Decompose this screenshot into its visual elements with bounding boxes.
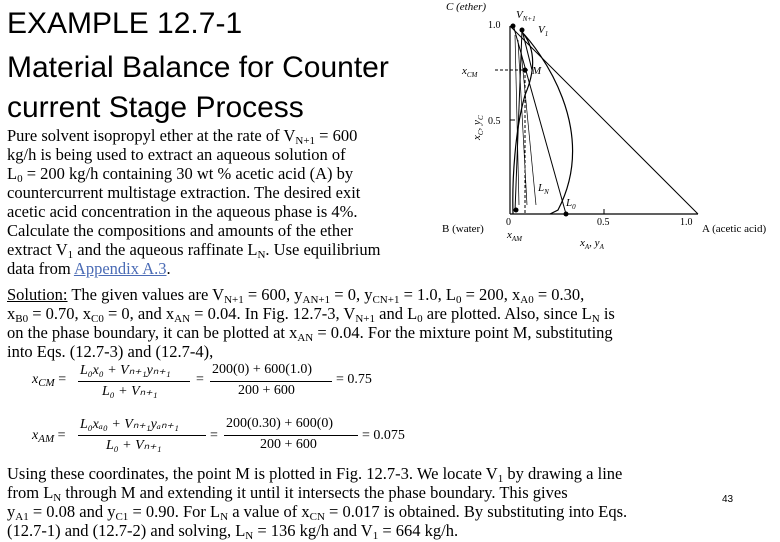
problem-line-1: Pure solvent isopropyl ether at the rate of $V_{N+1} = 600$ bbox=[7, 126, 358, 147]
problem-line-7: extract $V_1$ and the aqueous raffinate $L_N$. Use equilibrium bbox=[7, 240, 381, 261]
problem-line-8: data from Appendix A.3. bbox=[7, 259, 171, 278]
conclusion-line-2: from $L_N$ through M and extending it until it intersects the phase boundary. This gives bbox=[7, 483, 568, 504]
xcm-eq-num-values: 200(0) + 600(1.0) bbox=[212, 362, 313, 377]
xcm-eq-result: = 0.75 bbox=[336, 372, 372, 387]
l0-label: $L_0$ bbox=[566, 197, 576, 211]
xcm-eq-bar-2 bbox=[210, 381, 332, 382]
ln-point bbox=[514, 208, 519, 213]
problem-line-3: $L_0 = 200$ kg/h containing 30 wt % acetic acid (A) by bbox=[7, 164, 354, 185]
solution-line-4: into Eqs. (12.7-3) and (12.7-4), bbox=[7, 342, 214, 361]
appendix-link[interactable]: Appendix A.3 bbox=[73, 259, 167, 278]
xam-eq-lhs: $x_{AM}$ = bbox=[32, 428, 66, 445]
solution-label: Solution: bbox=[7, 285, 68, 304]
conclusion-line-3: $y_{A1} = 0.08$ and $y_{C1} = 0.90$. For $L_N$ a value of $x_{CN} = 0.017$ is obtained. By substituting into Eqs. bbox=[7, 502, 628, 523]
xam-eq-den: L₀ + Vₙ₊₁ bbox=[106, 438, 162, 453]
water-corner-label: B (water) bbox=[442, 223, 484, 235]
solution-line-2: $x_{B0} = 0.70$, $x_{C0} = 0$, and $x_{AN} = 0.04$. In Fig. 12.7-3, $V_{N+1}$ and $L_0$ are plotted. Also, since $L_N$ is bbox=[7, 304, 615, 325]
xcm-eq-bar-1 bbox=[78, 381, 190, 382]
x-axis-label: $x_A$, $y_A$ bbox=[580, 237, 604, 250]
xam-label: $x_{AM}$ bbox=[507, 229, 522, 243]
conclusion-line-4: (12.7-1) and (12.7-2) and solving, $L_N = 136$ kg/h and $V_1 = 664$ kg/h. bbox=[7, 521, 459, 542]
solution-text bbox=[7, 285, 775, 361]
solution-line-1: Solution: The given values are $V_{N+1} = 600$, $y_{AN+1} = 0$, $y_{CN+1} = 1.0$, $L_0 = 200$, $x_{A0} = 0.30$, bbox=[7, 285, 585, 306]
xam-eq-den-values: 200 + 600 bbox=[260, 437, 317, 452]
problem-line-2: kg/h is being used to extract an aqueous solution of bbox=[7, 145, 346, 164]
vn1-label: $V_{N+1}$ bbox=[516, 9, 536, 23]
xam-eq-bar-2 bbox=[224, 435, 358, 436]
solution-line-3: on the phase boundary, it can be plotted at $x_{AN} = 0.04$. For the mixture point M, substituting bbox=[7, 323, 613, 344]
xcm-eq-den-values: 200 + 600 bbox=[238, 383, 295, 398]
xcm-eq-num: L₀x₀ + Vₙ₊₁yₙ₊₁ bbox=[80, 363, 171, 378]
xcm-eq-lhs: $x_{CM}$ = bbox=[32, 372, 67, 389]
problem-line-4: countercurrent multistage extraction. The desired exit bbox=[7, 183, 361, 202]
xam-eq-equals: = bbox=[210, 428, 218, 443]
xcm-eq-equals: = bbox=[196, 372, 204, 387]
title-line-2: Material Balance for Counter bbox=[7, 51, 389, 84]
xam-eq-result: = 0.075 bbox=[362, 428, 405, 443]
tick-x-0: 0 bbox=[506, 217, 511, 228]
v1-label: $V_1$ bbox=[538, 24, 549, 38]
problem-text bbox=[7, 126, 477, 278]
l0-point bbox=[564, 212, 569, 217]
tick-y-05: 0.5 bbox=[488, 116, 501, 127]
xam-eq-num: L₀xₐ₀ + Vₙ₊₁yₐₙ₊₁ bbox=[80, 417, 179, 432]
xcm-label: $x_{CM}$ bbox=[462, 65, 478, 79]
v1-point bbox=[520, 28, 525, 33]
page-number: 43 bbox=[722, 494, 734, 505]
vn1-point bbox=[511, 24, 516, 29]
ln-label: $L_N$ bbox=[538, 182, 549, 196]
xam-eq-num-values: 200(0.30) + 600(0) bbox=[226, 416, 334, 431]
conclusion-text bbox=[7, 464, 775, 540]
problem-line-5: acetic acid concentration in the aqueous phase is 4%. bbox=[7, 202, 358, 221]
phase-diagram-figure bbox=[440, 0, 780, 250]
ether-apex-label: C (ether) bbox=[446, 1, 487, 13]
tick-x-05: 0.5 bbox=[597, 217, 610, 228]
xam-eq-bar-1 bbox=[78, 435, 206, 436]
problem-line-6: Calculate the compositions and amounts of the ether bbox=[7, 221, 353, 240]
m-point bbox=[523, 68, 528, 73]
title-line-3: current Stage Process bbox=[7, 91, 304, 124]
tick-y-10: 1.0 bbox=[488, 20, 501, 31]
tick-x-10: 1.0 bbox=[680, 217, 693, 228]
conclusion-line-1: Using these coordinates, the point M is plotted in Fig. 12.7-3. We locate $V_1$ by drawing a line bbox=[7, 464, 623, 485]
m-label: M bbox=[532, 65, 542, 77]
xcm-eq-den: L₀ + Vₙ₊₁ bbox=[102, 384, 158, 399]
svg-text:xC, yC: $x_C$, $y_C$ bbox=[471, 115, 485, 140]
example-title: EXAMPLE 12.7-1 bbox=[7, 7, 243, 40]
acetic-corner-label: A (acetic acid) bbox=[702, 223, 767, 235]
